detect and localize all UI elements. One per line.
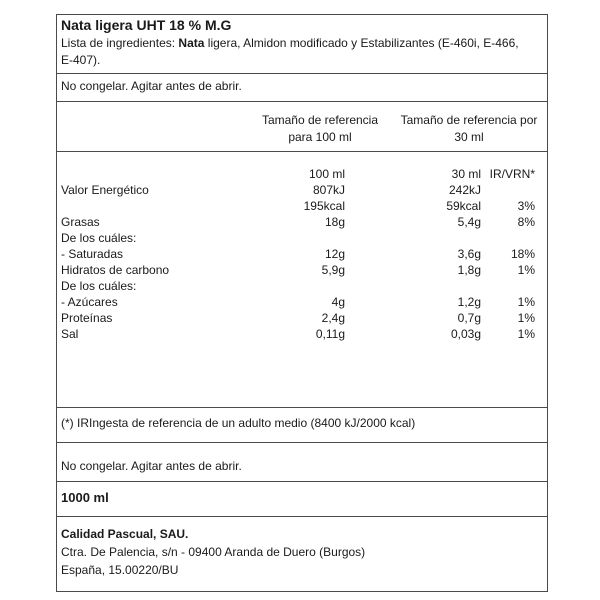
value-30ml: 0,7g [457, 311, 481, 325]
value-100ml: 5,9g [321, 263, 345, 277]
value-30ml: 59kcal [446, 199, 481, 213]
nutrient-name: - Azúcares [61, 295, 118, 309]
divider [57, 442, 547, 443]
nutrient-name: Sal [61, 327, 79, 341]
value-ir: 1% [517, 327, 535, 341]
nutrient-name: Grasas [61, 215, 100, 229]
divider [57, 151, 547, 152]
value-30ml: 242kJ [448, 183, 481, 197]
divider [57, 407, 547, 408]
storage-note-bottom: No congelar. Agitar antes de abrir. [61, 459, 242, 473]
header-ref-30 [389, 112, 549, 146]
nutrient-name: De los cuáles: [61, 279, 137, 293]
header-ref-100-line1: Tamaño de referencia [261, 113, 379, 127]
ingredients-text: ligera, Almidon modificado y Estabilizantes (E-460i, E-466, E-407). [61, 36, 519, 67]
value-ir: 1% [517, 295, 535, 309]
value-30ml: 3,6g [457, 247, 481, 261]
manufacturer-address: Ctra. De Palencia, s/n - 09400 Aranda de Duero (Burgos) [61, 545, 366, 559]
header-ref-100 [255, 112, 385, 146]
ingredients-label: Lista de ingredientes: [61, 36, 176, 50]
value-100ml: 0,11g [315, 327, 345, 341]
table-row [57, 247, 547, 263]
table-row [57, 183, 547, 199]
storage-note-top: No congelar. Agitar antes de abrir. [61, 79, 242, 93]
header-ref-100-line2: para 100 ml [288, 130, 352, 144]
value-100ml: 4g [331, 295, 345, 309]
value-100ml: 195kcal [303, 199, 345, 213]
table-row [57, 215, 547, 231]
nutrient-name: Valor Energético [61, 183, 149, 197]
footnote: (*) IRIngesta de referencia de un adulto medio (8400 kJ/2000 kcal) [61, 416, 416, 430]
value-ir: 1% [517, 263, 535, 277]
nutrition-label [56, 14, 548, 592]
divider [57, 516, 547, 517]
header-ref-30-line1: Tamaño de referencia por [400, 113, 538, 127]
divider [57, 73, 547, 74]
table-row [57, 295, 547, 311]
manufacturer-code: España, 15.00220/BU [61, 563, 179, 577]
value-30ml: 0,03g [450, 327, 481, 341]
col-ir: IR/VRN* [489, 167, 535, 181]
header-ref-30-line2: 30 ml [454, 130, 484, 144]
value-30ml: 5,4g [457, 215, 481, 229]
nutrient-name: De los cuáles: [61, 231, 137, 245]
value-100ml: 807kJ [312, 183, 345, 197]
divider [57, 481, 547, 482]
value-100ml: 12g [324, 247, 345, 261]
divider [57, 101, 547, 102]
manufacturer-name: Calidad Pascual, SAU. [61, 527, 189, 541]
ingredients-list [61, 35, 531, 69]
value-ir: 18% [510, 247, 535, 261]
table-row [57, 327, 547, 343]
value-30ml: 1,2g [457, 295, 481, 309]
volume: 1000 ml [61, 490, 109, 505]
table-row [57, 311, 547, 327]
col-30ml: 30 ml [451, 167, 481, 181]
column-headers [57, 167, 547, 183]
value-ir: 1% [517, 311, 535, 325]
value-ir: 8% [517, 215, 535, 229]
table-row [57, 231, 547, 247]
table-row [57, 199, 547, 215]
table-row [57, 263, 547, 279]
table-row [57, 279, 547, 295]
value-100ml: 18g [324, 215, 345, 229]
nutrient-name: Proteínas [61, 311, 113, 325]
col-100ml: 100 ml [308, 167, 345, 181]
value-30ml: 1,8g [457, 263, 481, 277]
ingredients-highlight: Nata [178, 36, 205, 50]
nutrient-name: Hidratos de carbono [61, 263, 170, 277]
value-ir: 3% [517, 199, 535, 213]
value-100ml: 2,4g [321, 311, 345, 325]
product-title: Nata ligera UHT 18 % M.G [61, 17, 232, 33]
nutrient-name: - Saturadas [61, 247, 124, 261]
